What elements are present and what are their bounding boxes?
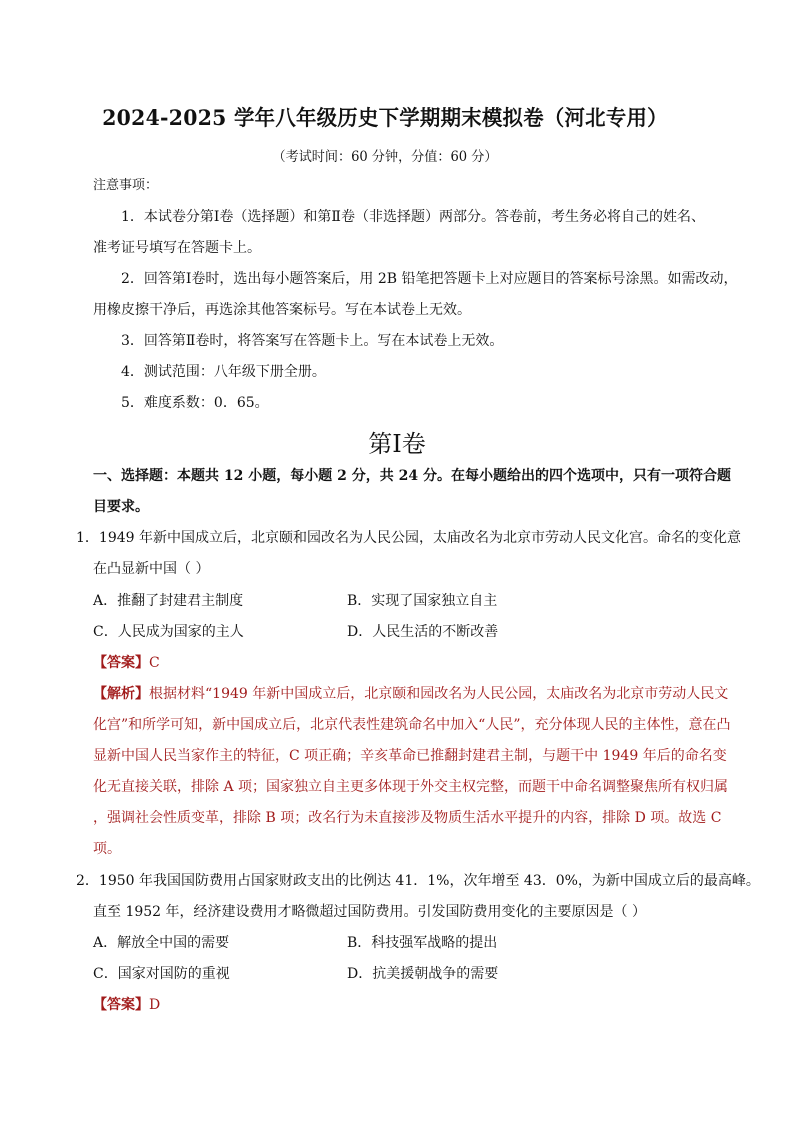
q1-answer [93,653,160,673]
q1-analysis-line-5: ，强调社会性质变革，排除 B 项；改名行为未直接涉及物质生活水平提升的内容，排除 D 项。故选 C [93,810,722,826]
note-1-line-1: 1．本试卷分第Ⅰ卷（选择题）和第Ⅱ卷（非选择题）两部分。答卷前，考生务必将自己的姓名、 [121,209,705,225]
notes-heading: 注意事项： [93,178,159,193]
q2-answer [93,995,160,1015]
exam-title: 2024-2025 学年八年级历史下学期期末模拟卷（河北专用） [102,105,668,130]
q2-option-a: A．解放全中国的需要 [93,935,230,951]
note-2-line-1: 2．回答第Ⅰ卷时，选出每小题答案后，用 2B 铅笔把答题卡上对应题目的答案标号涂黑。如需改动， [121,271,738,287]
q1-analysis-text-1: 根据材料“1949 年新中国成立后，北京颐和园改名为人民公园，太庙改名为北京市劳动人民文 [149,686,729,702]
note-5: 5．难度系数：0．65。 [121,395,269,411]
q1-stem-line-2: 在凸显新中国（ ） [93,561,210,577]
q2-stem-line-1: 2．1950 年我国国防费用占国家财政支出的比例达 41．1%，次年增至 43．0%，为新中国成立后的最高峰。 [76,873,760,889]
q1-answer-value: C [149,655,160,671]
q1-analysis-line-6: 项。 [93,841,121,857]
q2-option-d: D．抗美援朝战争的需要 [347,966,499,982]
q1-analysis-line-3: 显新中国人民当家作主的特征，C 项正确；辛亥革命已推翻封建君主制，与题干中 1949 年后的命名变 [93,748,727,764]
q2-stem-line-2: 直至 1952 年，经济建设费用才略微超过国防费用。引发国防费用变化的主要原因是（ ） [93,904,646,920]
note-2-line-2: 用橡皮擦干净后，再选涂其他答案标号。写在本试卷上无效。 [93,302,471,318]
q1-option-a: A．推翻了封建君主制度 [93,593,244,609]
section-title: 第Ⅰ卷 [368,430,426,458]
q1-analysis-line-1 [93,684,728,704]
q2-option-b: B．科技强军战略的提出 [347,935,498,951]
q1-analysis-tag: 【解析】 [93,686,149,702]
q1-answer-tag: 【答案】 [93,655,149,671]
note-4: 4．测试范围：八年级下册全册。 [121,364,326,380]
q1-analysis-line-4: 化无直接关联，排除 A 项；国家独立自主更多体现于外交主权完整，而题干中命名调整聚焦所有权归属 [93,779,729,795]
q2-answer-value: D [149,997,161,1013]
q2-answer-tag: 【答案】 [93,997,149,1013]
note-1-line-2: 准考证号填写在答题卡上。 [93,240,261,256]
q1-stem-line-1: 1．1949 年新中国成立后，北京颐和园改名为人民公园，太庙改名为北京市劳动人民文化宫。命名的变化意 [76,530,741,546]
q1-option-c: C．人民成为国家的主人 [93,624,244,640]
section-instructions-line-1: 一、选择题：本题共 12 小题，每小题 2 分，共 24 分。在每小题给出的四个选项中，只有一项符合题 [93,468,731,484]
section-instructions-line-2: 目要求。 [93,499,149,515]
note-3: 3．回答第Ⅱ卷时，将答案写在答题卡上。写在本试卷上无效。 [121,333,504,349]
exam-subtitle: （考试时间：60 分钟，分值：60 分） [272,149,498,165]
q2-option-c: C．国家对国防的重视 [93,966,230,982]
q1-analysis-line-2: 化宫”和所学可知，新中国成立后，北京代表性建筑命名中加入“人民”，充分体现人民的主体性，意在凸 [93,717,731,733]
q1-option-d: D．人民生活的不断改善 [347,624,499,640]
q1-option-b: B．实现了国家独立自主 [347,593,498,609]
